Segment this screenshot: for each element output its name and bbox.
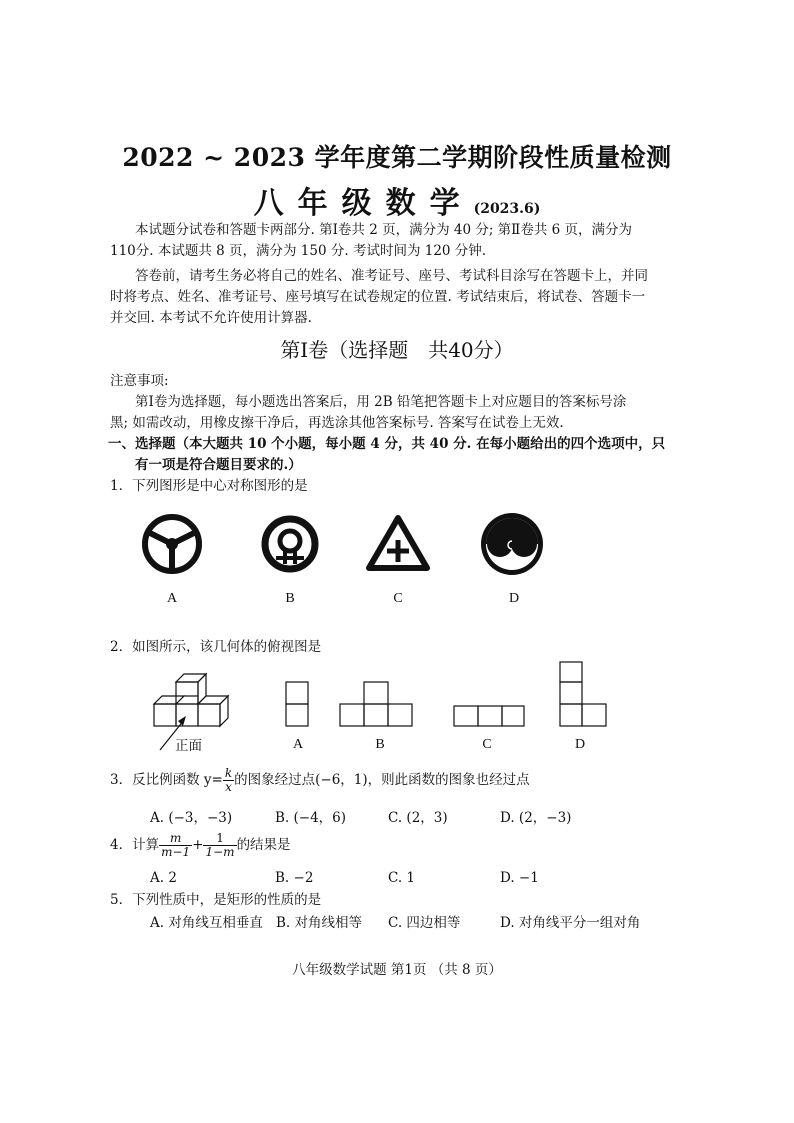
warning-plus-triangle-icon xyxy=(369,518,427,568)
q2-label-c: C xyxy=(482,737,492,752)
q4-fraction-1 xyxy=(159,832,192,859)
intro-line-1: 本试题分试卷和答题卡两部分. 第Ⅰ卷共 2 页，满分为 40 分; 第Ⅱ卷共 6 页，满分为 xyxy=(135,222,633,238)
q3-option-d: D. (2，−3) xyxy=(500,810,572,826)
q2-label-d: D xyxy=(574,737,586,752)
intro-line-3: 答卷前，请考生务必将自己的姓名、准考证号、座号、考试科目涂写在答题卡上，并同 xyxy=(135,268,648,284)
q1-stem: 1．下列图形是中心对称图形的是 xyxy=(110,478,308,494)
q4-frac1-num: m xyxy=(159,832,192,846)
q4-option-d: D. −1 xyxy=(500,870,539,886)
q3-suffix: 的图象经过点(−6，1)，则此函数的图象也经过点 xyxy=(234,772,530,788)
q4-frac1-den: m−1 xyxy=(161,845,191,859)
intro-line-5: 并交回. 本考试不允许使用计算器. xyxy=(110,310,312,326)
q4-stem xyxy=(110,830,291,860)
q1-label-b: B xyxy=(285,591,295,606)
intro-line-2: 110分. 本试题共 8 页，满分为 150 分. 考试时间为 120 分钟. xyxy=(110,243,487,259)
part1-line-2: 有一项是符合题目要求的.） xyxy=(135,457,302,473)
q3-prefix: 3．反比例函数 y= xyxy=(110,772,223,788)
q2-option-b-figure xyxy=(340,682,412,726)
page-footer: 八年级数学试题 第1页 （共 8 页） xyxy=(292,962,502,978)
q4-plus: + xyxy=(192,837,204,853)
notes-line-2: 黑; 如需改动，用橡皮擦干净后，再选涂其他答案标号. 答案写在试卷上无效. xyxy=(110,415,564,431)
notes-line-1: 第Ⅰ卷为选择题，每小题选出答案后，用 2B 铅笔把答题卡上对应题目的答案标号涂 xyxy=(135,394,627,410)
q1-label-c: C xyxy=(393,591,403,606)
q3-frac-num: k xyxy=(224,766,233,780)
subject-title xyxy=(0,178,794,222)
q4-option-a: A. 2 xyxy=(150,870,177,886)
q5-option-d: D. 对角线平分一组对角 xyxy=(500,915,641,931)
exam-title: 2022 ~ 2023 学年度第二学期阶段性质量检测 xyxy=(122,143,672,172)
q5-stem: 5．下列性质中，是矩形的性质的是 xyxy=(110,892,322,908)
steering-wheel-icon xyxy=(145,517,199,571)
q3-fraction xyxy=(223,767,234,794)
intro-line-4: 时将考点、姓名、准考证号、座号填写在试卷规定的位置. 考试结束后，将试卷、答题卡一 xyxy=(110,289,646,305)
two-circles-disc-icon xyxy=(481,513,543,575)
q4-prefix: 4．计算 xyxy=(110,837,160,853)
q3-option-c: C. (2，3) xyxy=(388,810,448,826)
q4-option-c: C. 1 xyxy=(388,870,416,886)
q1-figures xyxy=(130,508,560,590)
q4-frac2-num: 1 xyxy=(203,832,236,846)
q3-option-b: B. (−4，6) xyxy=(275,810,347,826)
q1-label-d: D xyxy=(508,591,520,606)
q4-frac2-den: 1−m xyxy=(205,845,235,859)
q2-label-b: B xyxy=(375,737,385,752)
railway-logo-icon xyxy=(265,519,315,569)
q2-stem: 2．如图所示，该几何体的俯视图是 xyxy=(110,639,322,655)
part1-line-1: 一、选择题（本大题共 10 个小题，每小题 4 分，共 40 分. 在每小题给出的四个选项中，只 xyxy=(108,436,666,452)
q2-option-c-figure xyxy=(454,706,524,726)
q5-option-b: B. 对角线相等 xyxy=(276,915,363,931)
front-label: 正面 xyxy=(175,738,202,754)
q3-frac-den: x xyxy=(225,780,232,794)
q3-stem xyxy=(110,766,530,794)
q4-option-b: B. −2 xyxy=(275,870,314,886)
notes-heading: 注意事项: xyxy=(110,373,169,389)
q5-option-a: A. 对角线互相垂直 xyxy=(150,915,263,931)
q2-label-a: A xyxy=(292,737,304,752)
solid-figure xyxy=(154,674,228,726)
exam-date: (2023.6) xyxy=(473,201,541,217)
q4-fraction-2 xyxy=(203,832,236,859)
q2-option-d-figure xyxy=(560,662,606,726)
subject-name: 八年级数学 xyxy=(253,186,474,221)
q2-option-a-figure xyxy=(286,682,308,726)
section-title: 第Ⅰ卷（选择题 共40分） xyxy=(280,338,514,362)
q1-label-a: A xyxy=(166,591,178,606)
q4-suffix: 的结果是 xyxy=(236,837,291,853)
q5-option-c: C. 四边相等 xyxy=(388,915,461,931)
q3-option-a: A. (−3，−3) xyxy=(150,810,233,826)
